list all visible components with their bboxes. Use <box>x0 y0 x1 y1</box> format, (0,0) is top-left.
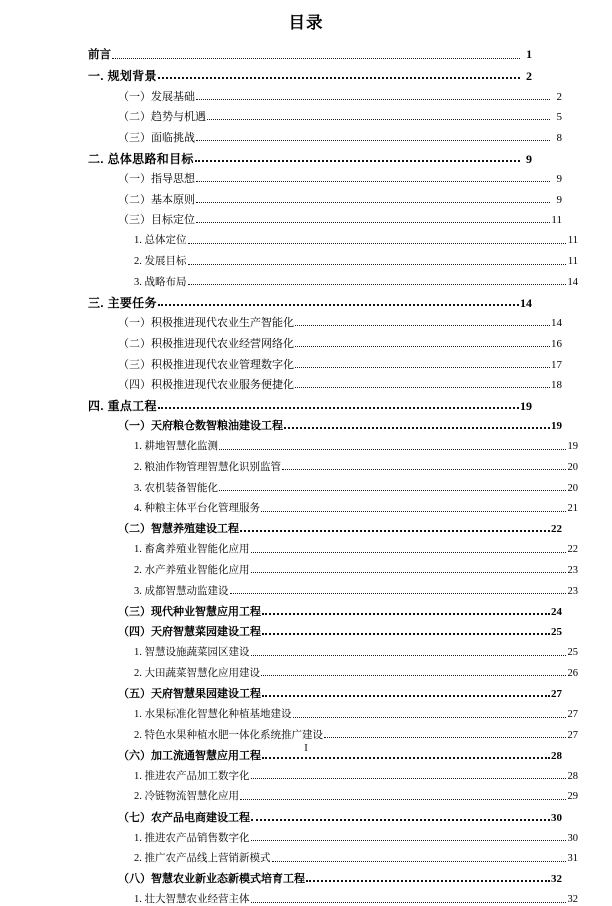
toc-entry-label: （三）现代种业智慧应用工程 <box>118 605 261 618</box>
toc-entry[interactable] <box>118 165 562 186</box>
toc-entry[interactable] <box>134 453 578 474</box>
toc-dot-leader <box>251 565 567 576</box>
toc-dot-leader <box>219 483 566 494</box>
toc-dot-leader <box>188 236 567 247</box>
toc-entry[interactable] <box>134 721 578 742</box>
toc-dot-leader <box>251 648 567 659</box>
toc-entry-label: （三）积极推进现代农业管理数字化 <box>118 358 294 371</box>
toc-entry-page-number: 17 <box>551 358 562 371</box>
toc-entry-label: 3. 农机装备智能化 <box>134 482 218 494</box>
page-title: 目录 <box>288 14 324 32</box>
toc-entry-label: 4. 种粮主体平台化管理服务 <box>134 503 260 515</box>
toc-entry[interactable] <box>134 844 578 865</box>
toc-entry[interactable] <box>88 391 532 412</box>
toc-entry[interactable] <box>134 885 578 906</box>
toc-entry[interactable] <box>118 515 562 536</box>
toc-entry-page-number: 2 <box>526 69 532 84</box>
toc-entry[interactable] <box>134 268 578 289</box>
toc-entry[interactable] <box>134 576 578 597</box>
toc-entry-label: 1. 推进农产品销售数字化 <box>134 832 250 844</box>
toc-entry-page-number: 23 <box>567 564 578 576</box>
toc-entry-label: （一）发展基础 <box>118 90 195 103</box>
toc-entry-page-number: 22 <box>551 523 562 536</box>
toc-entry[interactable] <box>88 144 532 165</box>
toc-dot-leader <box>295 318 550 329</box>
toc-entry-page-number: 1 <box>526 49 532 62</box>
toc-dot-leader <box>324 730 566 741</box>
toc-entry-page-number: 18 <box>551 379 562 392</box>
toc-entry-label: （七）农产品电商建设工程 <box>118 811 250 824</box>
toc-entry-page-number: 11 <box>551 214 562 227</box>
toc-dot-leader <box>295 380 550 391</box>
toc-entry[interactable] <box>88 41 532 62</box>
toc-entry-label: 3. 成都智慧动监建设 <box>134 585 229 597</box>
toc-dot-leader <box>251 545 567 556</box>
toc-entry[interactable] <box>134 556 578 577</box>
toc-entry[interactable] <box>118 103 562 124</box>
toc-entry[interactable] <box>118 206 562 227</box>
toc-entry-label: 2. 冷链物流智慧化应用 <box>134 791 239 803</box>
toc-entry[interactable] <box>134 762 578 783</box>
toc-entry-label: 1. 智慧设施蔬菜园区建设 <box>134 647 250 659</box>
toc-entry-label: 二. 总体思路和目标 <box>88 151 194 166</box>
toc-entry-label: 1. 水果标准化智慧化种植基地建设 <box>134 709 292 721</box>
toc-entry-page-number: 29 <box>567 791 578 803</box>
toc-entry-label: 前言 <box>88 49 111 62</box>
toc-entry-label: 1. 总体定位 <box>134 235 187 247</box>
toc-dot-leader <box>262 607 550 618</box>
toc-entry-page-number: 28 <box>551 749 562 762</box>
toc-entry-label: （四）积极推进现代农业服务便捷化 <box>118 379 294 392</box>
toc-entry[interactable] <box>118 350 562 371</box>
toc-entry-page-number: 30 <box>551 811 562 824</box>
toc-entry-page-number: 27 <box>567 729 578 741</box>
toc-entry-label: （三）面临挑战 <box>118 131 195 144</box>
toc-dot-leader <box>251 813 550 824</box>
toc-entry-label: （二）智慧养殖建设工程 <box>118 523 239 536</box>
toc-entry[interactable] <box>134 247 578 268</box>
toc-entry-page-number: 20 <box>567 482 578 494</box>
toc-dot-leader <box>196 174 550 185</box>
toc-entry-page-number: 22 <box>567 544 578 556</box>
toc-dot-leader <box>219 442 566 453</box>
toc-entry-page-number: 32 <box>567 894 578 906</box>
toc-entry[interactable] <box>118 185 562 206</box>
toc-dot-leader <box>251 771 567 782</box>
toc-entry-label: （六）加工流通智慧应用工程 <box>118 749 261 762</box>
toc-entry-label: 一. 规划背景 <box>88 69 157 84</box>
toc-dot-leader <box>295 360 550 371</box>
toc-entry[interactable] <box>118 679 562 700</box>
toc-dot-leader <box>261 668 566 679</box>
toc-entry-label: 3. 战略布局 <box>134 276 187 288</box>
toc-dot-leader <box>251 895 567 906</box>
toc-entry[interactable] <box>134 782 578 803</box>
toc-entry-label: 1. 耕地智慧化监测 <box>134 441 218 453</box>
toc-entry-label: 四. 重点工程 <box>88 398 157 413</box>
toc-dot-leader <box>196 215 550 226</box>
toc-entry-label: 三. 主要任务 <box>88 295 157 310</box>
toc-entry-label: （二）趋势与机遇 <box>118 111 206 124</box>
toc-entry-page-number: 14 <box>520 295 532 310</box>
toc-entry-page-number: 14 <box>567 276 578 288</box>
toc-entry[interactable] <box>118 618 562 639</box>
toc-entry-label: （一）指导思想 <box>118 173 195 186</box>
toc-dot-leader <box>261 504 566 515</box>
toc-entry-page-number: 19 <box>567 441 578 453</box>
toc-entry-page-number: 14 <box>551 317 562 330</box>
toc-entry[interactable] <box>134 494 578 515</box>
toc-dot-leader <box>196 195 550 206</box>
toc-entry[interactable] <box>134 226 578 247</box>
toc-entry-label: 1. 畜禽养殖业智能化应用 <box>134 544 250 556</box>
toc-entry-label: 2. 水产养殖业智能化应用 <box>134 564 250 576</box>
toc-dot-leader <box>240 524 550 535</box>
toc-entry-page-number: 23 <box>567 585 578 597</box>
toc-entry[interactable] <box>134 535 578 556</box>
toc-entry[interactable] <box>118 597 562 618</box>
table-of-contents <box>0 41 612 906</box>
toc-entry[interactable] <box>118 803 562 824</box>
toc-entry[interactable] <box>134 473 578 494</box>
toc-entry-page-number: 25 <box>567 647 578 659</box>
toc-dot-leader <box>272 854 567 865</box>
toc-entry[interactable] <box>118 865 562 886</box>
toc-entry-page-number: 9 <box>526 151 532 166</box>
toc-entry-page-number: 11 <box>567 256 578 268</box>
toc-entry[interactable] <box>118 123 562 144</box>
toc-entry[interactable] <box>134 638 578 659</box>
toc-entry-page-number: 26 <box>567 667 578 679</box>
page-number-footer: I <box>304 743 308 754</box>
toc-dot-leader <box>230 586 567 597</box>
toc-entry-page-number: 27 <box>551 688 562 700</box>
toc-entry-page-number: 20 <box>567 461 578 473</box>
toc-dot-leader <box>195 154 520 165</box>
toc-dot-leader <box>207 112 550 123</box>
toc-dot-leader <box>284 421 550 432</box>
toc-entry-label: 2. 大田蔬菜智慧化应用建设 <box>134 667 260 679</box>
toc-entry[interactable] <box>134 700 578 721</box>
toc-entry-page-number: 31 <box>567 853 578 865</box>
toc-dot-leader <box>293 710 567 721</box>
toc-entry-label: （五）天府智慧果园建设工程 <box>118 688 261 700</box>
toc-entry-page-number: 19 <box>551 420 562 433</box>
toc-entry[interactable] <box>118 329 562 350</box>
toc-entry[interactable] <box>134 824 578 845</box>
toc-dot-leader <box>196 92 550 103</box>
toc-dot-leader <box>112 51 520 62</box>
toc-dot-leader <box>251 833 567 844</box>
toc-entry-label: 2. 特色水果种植水肥一体化系统推广建设 <box>134 729 323 741</box>
toc-entry-page-number: 24 <box>551 605 562 618</box>
toc-entry-page-number: 19 <box>520 398 532 413</box>
toc-dot-leader <box>196 133 550 144</box>
toc-entry-page-number: 28 <box>567 770 578 782</box>
toc-entry-page-number: 25 <box>551 626 562 639</box>
toc-dot-leader <box>158 401 519 412</box>
toc-entry[interactable] <box>88 62 532 83</box>
toc-entry-page-number: 2 <box>556 90 562 103</box>
toc-entry-page-number: 9 <box>556 173 562 186</box>
toc-dot-leader <box>262 627 550 638</box>
toc-entry-label: 2. 推广农产品线上营销新模式 <box>134 853 271 865</box>
toc-entry-page-number: 27 <box>567 709 578 721</box>
toc-entry[interactable] <box>118 309 562 330</box>
toc-dot-leader <box>306 874 550 885</box>
toc-entry[interactable] <box>118 412 562 433</box>
toc-entry-page-number: 30 <box>567 832 578 844</box>
toc-entry[interactable] <box>88 288 532 309</box>
toc-entry-label: （三）目标定位 <box>118 214 195 227</box>
toc-dot-leader <box>188 257 567 268</box>
toc-entry-page-number: 16 <box>551 337 562 350</box>
toc-entry-label: 1. 推进农产品加工数字化 <box>134 770 250 782</box>
toc-entry-label: （二）积极推进现代农业经营网络化 <box>118 337 294 350</box>
toc-entry-label: （一）积极推进现代农业生产智能化 <box>118 317 294 330</box>
toc-entry-label: 2. 粮油作物管理智慧化识别监管 <box>134 461 281 473</box>
toc-entry-page-number: 11 <box>567 235 578 247</box>
toc-dot-leader <box>240 792 566 803</box>
toc-entry[interactable] <box>134 432 578 453</box>
toc-entry-label: （二）基本原则 <box>118 193 195 206</box>
toc-entry-page-number: 32 <box>551 873 562 886</box>
toc-dot-leader <box>282 462 566 473</box>
toc-entry-label: （四）天府智慧菜园建设工程 <box>118 626 261 639</box>
toc-entry-label: 1. 壮大智慧农业经营主体 <box>134 894 250 906</box>
toc-entry-label: （一）天府粮仓数智粮油建设工程 <box>118 420 283 433</box>
toc-dot-leader <box>158 298 519 309</box>
toc-dot-leader <box>188 277 567 288</box>
toc-entry-label: 2. 发展目标 <box>134 256 187 268</box>
toc-dot-leader <box>158 71 520 82</box>
toc-entry-page-number: 5 <box>556 111 562 124</box>
toc-dot-leader <box>262 689 550 700</box>
toc-entry[interactable] <box>118 371 562 392</box>
toc-entry-page-number: 8 <box>556 131 562 144</box>
toc-entry-page-number: 21 <box>567 503 578 515</box>
toc-entry-label: （八）智慧农业新业态新模式培育工程 <box>118 873 305 886</box>
toc-entry[interactable] <box>118 82 562 103</box>
toc-dot-leader <box>295 339 550 350</box>
toc-entry[interactable] <box>134 659 578 680</box>
toc-entry-page-number: 9 <box>556 193 562 206</box>
